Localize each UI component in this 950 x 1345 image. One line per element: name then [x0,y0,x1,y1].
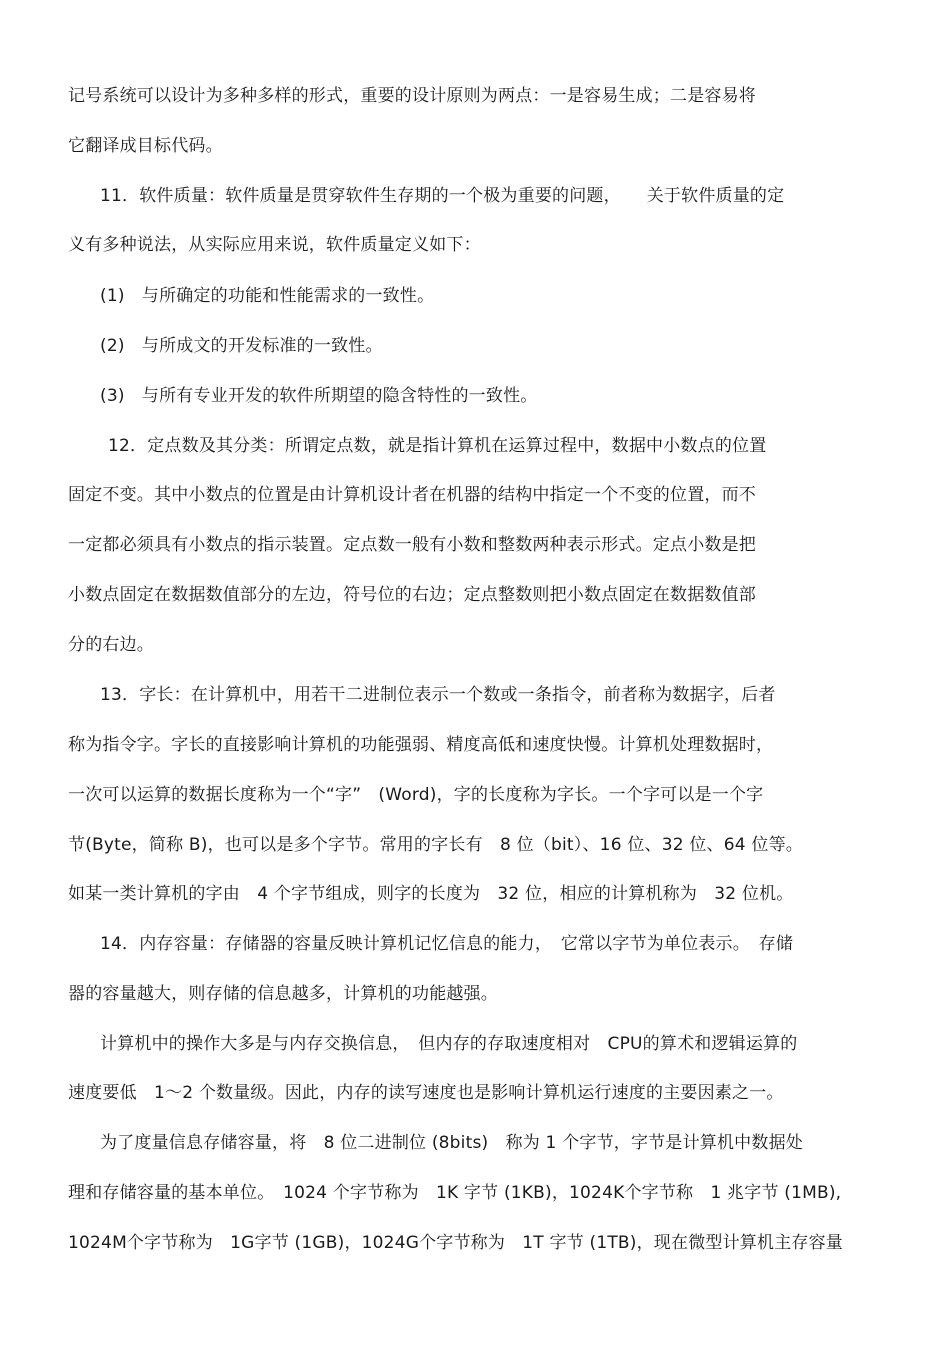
text-line: 1024M个字节称为 1G字节 (1GB)，1024G个字节称为 1T 字节 (1TB)，现在微型计算机主存容量 [68,1233,844,1253]
text-line: 如某一类计算机的字由 4 个字节组成，则字的长度为 32 位，相应的计算机称为 32 位机。 [68,884,794,904]
text-line: 11．软件质量：软件质量是贯穿软件生存期的一个极为重要的问题， 关于软件质量的定 [100,186,785,206]
text-line: 为了度量信息存储容量，将 8 位二进制位 (8bits) 称为 1 个字节，字节是计算机中数据处 [100,1133,803,1153]
text-line: 器的容量越大，则存储的信息越多，计算机的功能越强。 [68,984,498,1004]
list-item: (3) 与所有专业开发的软件所期望的隐含特性的一致性。 [100,386,538,406]
list-item: (1) 与所确定的功能和性能需求的一致性。 [100,286,435,306]
text-line: 一定都必须具有小数点的指示装置。定点数一般有小数和整数两种表示形式。定点小数是把 [68,535,756,555]
text-line: 固定不变。其中小数点的位置是由计算机设计者在机器的结构中指定一个不变的位置，而不 [68,485,756,505]
text-line: 它翻译成目标代码。 [68,136,223,156]
text-line: 小数点固定在数据数值部分的左边，符号位的右边；定点整数则把小数点固定在数据数值部 [68,585,756,605]
list-item: (2) 与所成文的开发标准的一致性。 [100,336,383,356]
text-line: 称为指令字。字长的直接影响计算机的功能强弱、精度高低和速度快慢。计算机处理数据时， [68,735,774,755]
text-line: 分的右边。 [68,635,154,655]
text-line: 12．定点数及其分类：所谓定点数，就是指计算机在运算过程中，数据中小数点的位置 [108,436,767,456]
text-line: 13．字长：在计算机中，用若干二进制位表示一个数或一条指令，前者称为数据字，后者 [100,685,776,705]
text-line: 理和存储容量的基本单位。 1024 个字节称为 1K 字节 (1KB)，1024K个字节称 1 兆字节 (1MB), [68,1183,842,1203]
text-line: 计算机中的操作大多是与内存交换信息， 但内存的存取速度相对 CPU的算术和逻辑运算的 [100,1034,798,1054]
text-line: 一次可以运算的数据长度称为一个“字” (Word)，字的长度称为字长。一个字可以是一个字 [68,785,764,805]
text-line: 速度要低 1～2 个数量级。因此，内存的读写速度也是影响计算机运行速度的主要因素之一。 [68,1083,784,1103]
text-line: 记号系统可以设计为多种多样的形式，重要的设计原则为两点：一是容易生成；二是容易将 [68,86,756,106]
text-line: 节(Byte，简称 B)，也可以是多个字节。常用的字长有 8 位（bit）、16 位、32 位、64 位等。 [68,835,803,855]
text-line: 14．内存容量：存储器的容量反映计算机记忆信息的能力， 它常以字节为单位表示。 存储 [100,934,794,954]
text-line: 义有多种说法，从实际应用来说，软件质量定义如下： [68,235,481,255]
